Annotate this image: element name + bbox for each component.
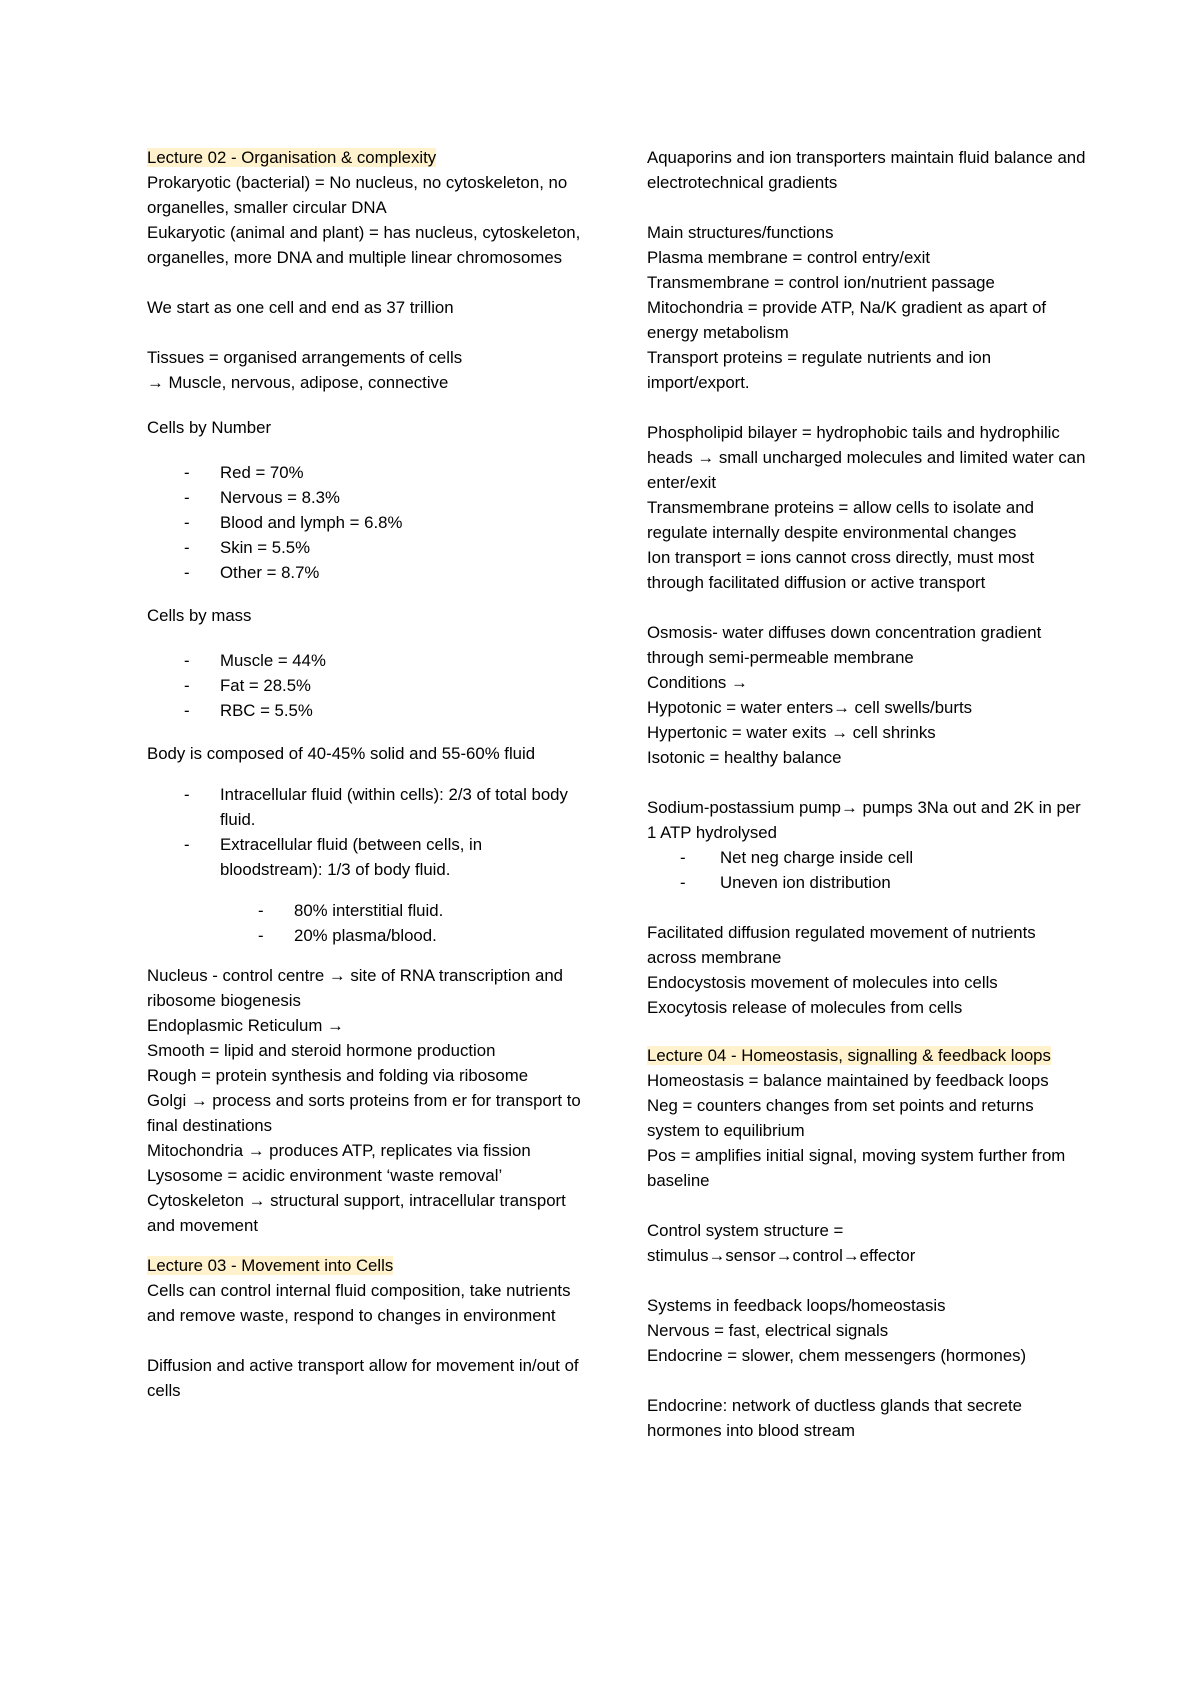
fluids-list bbox=[147, 782, 582, 882]
cells-by-number-heading: Cells by Number bbox=[147, 418, 272, 437]
aquaporins-text: Aquaporins and ion transporters maintain fluid balance and electrotechnical gradients bbox=[647, 148, 1086, 192]
diffusion-text: Diffusion and active transport allow for movement in/out of cells bbox=[147, 1356, 579, 1400]
organelle-line: Mitochondria → produces ATP, replicates via fission bbox=[147, 1141, 531, 1160]
main-structures-line: Main structures/functions bbox=[647, 223, 834, 242]
list-item: - 20% plasma/blood. bbox=[147, 923, 582, 948]
list-item: - Muscle = 44% bbox=[147, 648, 582, 673]
organelle-line: Endoplasmic Reticulum → bbox=[147, 1016, 344, 1035]
organelle-line: Rough = protein synthesis and folding via ribosome bbox=[147, 1066, 529, 1085]
list-item: - Uneven ion distribution bbox=[647, 870, 1087, 895]
list-item: - Intracellular fluid (within cells): 2/3 of total body fluid. bbox=[147, 782, 582, 832]
lecture-03-heading bbox=[147, 1253, 582, 1278]
list-item: - RBC = 5.5% bbox=[147, 698, 582, 723]
control-system-line: Control system structure = bbox=[647, 1221, 844, 1240]
organelle-line: Lysosome = acidic environment ‘waste removal’ bbox=[147, 1166, 503, 1185]
eukaryotic-text: Eukaryotic (animal and plant) = has nucleus, cytoskeleton, organelles, more DNA and multiple linear chromosomes bbox=[147, 223, 581, 267]
transport-line: Facilitated diffusion regulated movement of nutrients across membrane bbox=[647, 923, 1036, 967]
organelle-line: Nucleus - control centre → site of RNA transcription and ribosome biogenesis bbox=[147, 966, 563, 1010]
cells-by-mass-heading: Cells by mass bbox=[147, 606, 252, 625]
transport-line: Endocystosis movement of molecules into cells bbox=[647, 973, 998, 992]
tissue-types-text: → Muscle, nervous, adipose, connective bbox=[147, 373, 449, 392]
membrane-line: Ion transport = ions cannot cross directly, must most through facilitated diffusion or active transport bbox=[647, 548, 1035, 592]
organelle-line: Smooth = lipid and steroid hormone production bbox=[147, 1041, 496, 1060]
osmosis-line: Osmosis- water diffuses down concentration gradient through semi-permeable membrane bbox=[647, 623, 1042, 667]
list-item: - Nervous = 8.3% bbox=[147, 485, 582, 510]
membrane-line: Phospholipid bilayer = hydrophobic tails and hydrophilic heads → small uncharged molecules and limited water can enter/exit bbox=[647, 423, 1086, 492]
homeostasis-line: Pos = amplifies initial signal, moving system further from baseline bbox=[647, 1146, 1066, 1190]
lecture-04-heading bbox=[647, 1043, 1087, 1068]
main-structures-line: Mitochondria = provide ATP, Na/K gradient as apart of energy metabolism bbox=[647, 298, 1047, 342]
pump-text: Sodium-postassium pump→ pumps 3Na out and 2K in per 1 ATP hydrolysed bbox=[647, 798, 1081, 842]
lecture-02-heading bbox=[147, 145, 582, 170]
endocrine-text: Endocrine: network of ductless glands that secrete hormones into blood stream bbox=[647, 1396, 1022, 1440]
osmosis-line: Hypotonic = water enters→ cell swells/burts bbox=[647, 698, 973, 717]
main-structures-line: Transmembrane = control ion/nutrient passage bbox=[647, 273, 995, 292]
list-item: - Extracellular fluid (between cells, in bloodstream): 1/3 of body fluid. bbox=[147, 832, 582, 882]
lecture-03-heading-text: Lecture 03 - Movement into Cells bbox=[147, 1256, 394, 1275]
osmosis-line: Isotonic = healthy balance bbox=[647, 748, 842, 767]
list-item: - Net neg charge inside cell bbox=[647, 845, 1087, 870]
osmosis-line: Conditions → bbox=[647, 673, 748, 692]
organelle-line: Golgi → process and sorts proteins from er for transport to final destinations bbox=[147, 1091, 581, 1135]
one-cell-text: We start as one cell and end as 37 trillion bbox=[147, 298, 454, 317]
homeostasis-line: Homeostasis = balance maintained by feedback loops bbox=[647, 1071, 1049, 1090]
lecture-04-heading-text: Lecture 04 - Homeostasis, signalling & feedback loops bbox=[647, 1046, 1051, 1065]
homeostasis-line: Neg = counters changes from set points and returns system to equilibrium bbox=[647, 1096, 1034, 1140]
prokaryotic-text: Prokaryotic (bacterial) = No nucleus, no cytoskeleton, no organelles, smaller circular DNA bbox=[147, 173, 568, 217]
main-structures-line: Transport proteins = regulate nutrients and ion import/export. bbox=[647, 348, 992, 392]
list-item: - Red = 70% bbox=[147, 460, 582, 485]
list-item: - Other = 8.7% bbox=[147, 560, 582, 585]
cells-by-number-list bbox=[147, 460, 582, 585]
list-item: - 80% interstitial fluid. bbox=[147, 898, 582, 923]
control-system-line: stimulus→sensor→control→effector bbox=[647, 1246, 916, 1265]
organelle-line: Cytoskeleton → structural support, intracellular transport and movement bbox=[147, 1191, 566, 1235]
systems-line: Nervous = fast, electrical signals bbox=[647, 1321, 889, 1340]
lecture-02-heading-text: Lecture 02 - Organisation & complexity bbox=[147, 148, 437, 167]
osmosis-line: Hypertonic = water exits → cell shrinks bbox=[647, 723, 936, 742]
tissues-text: Tissues = organised arrangements of cells bbox=[147, 348, 463, 367]
cells-control-text: Cells can control internal fluid composition, take nutrients and remove waste, respond to changes in environment bbox=[147, 1281, 571, 1325]
cells-by-mass-list bbox=[147, 648, 582, 723]
systems-line: Systems in feedback loops/homeostasis bbox=[647, 1296, 946, 1315]
list-item: - Blood and lymph = 6.8% bbox=[147, 510, 582, 535]
extracellular-split-list bbox=[147, 898, 582, 948]
pump-points-list bbox=[647, 845, 1087, 895]
membrane-line: Transmembrane proteins = allow cells to isolate and regulate internally despite environmental changes bbox=[647, 498, 1034, 542]
right-column bbox=[647, 145, 1087, 1443]
list-item: - Skin = 5.5% bbox=[147, 535, 582, 560]
transport-line: Exocytosis release of molecules from cells bbox=[647, 998, 963, 1017]
body-composition-text: Body is composed of 40-45% solid and 55-60% fluid bbox=[147, 744, 536, 763]
systems-line: Endocrine = slower, chem messengers (hormones) bbox=[647, 1346, 1027, 1365]
list-item: - Fat = 28.5% bbox=[147, 673, 582, 698]
main-structures-line: Plasma membrane = control entry/exit bbox=[647, 248, 931, 267]
left-column bbox=[147, 145, 582, 1403]
